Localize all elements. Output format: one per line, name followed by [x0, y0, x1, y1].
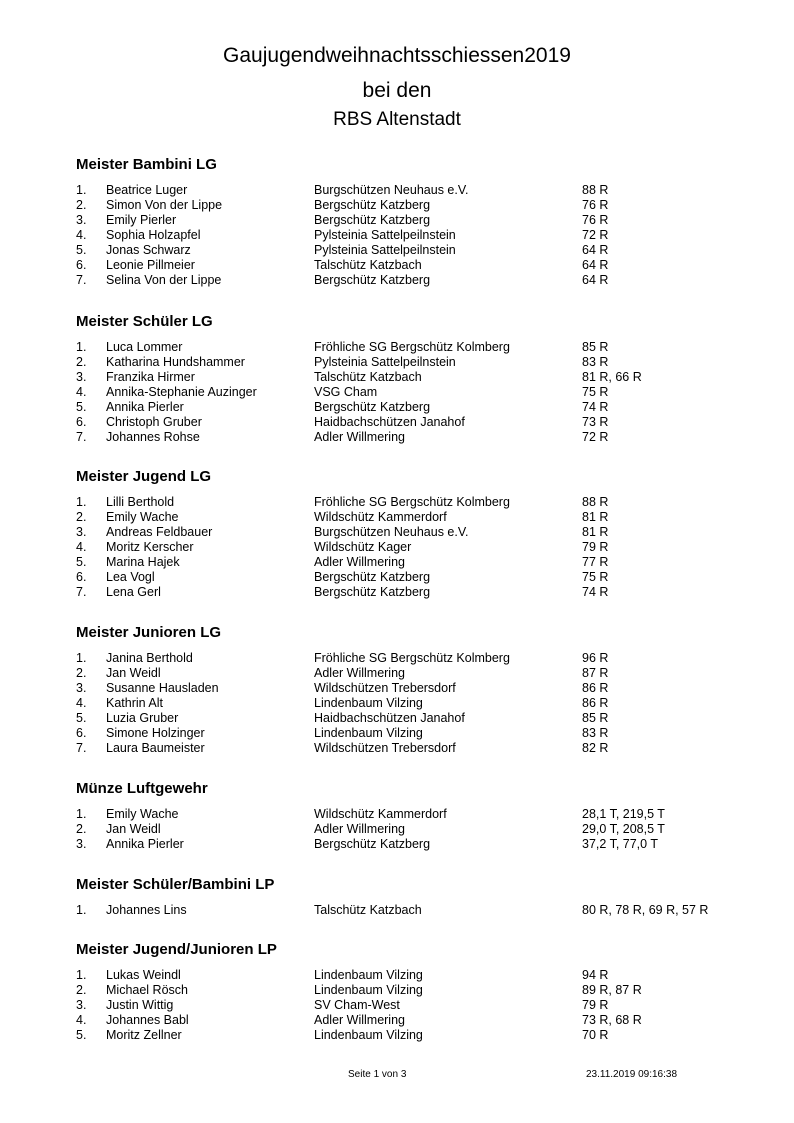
- print-timestamp: 23.11.2019 09:16:38: [586, 1069, 678, 1080]
- rank-cell: 3.: [76, 213, 87, 227]
- score-cell: 83 R: [582, 726, 609, 740]
- club-cell: Bergschütz Katzberg: [314, 400, 431, 414]
- result-row: [0, 340, 794, 355]
- name-cell: Susanne Hausladen: [106, 681, 219, 695]
- result-row: [0, 837, 794, 852]
- rank-cell: 4.: [76, 1013, 87, 1027]
- name-cell: Katharina Hundshammer: [106, 355, 245, 369]
- club-cell: Fröhliche SG Bergschütz Kolmberg: [314, 651, 510, 665]
- rank-cell: 4.: [76, 696, 87, 710]
- section-heading: Münze Luftgewehr: [76, 780, 208, 797]
- rank-cell: 7.: [76, 585, 87, 599]
- rank-cell: 5.: [76, 1028, 87, 1042]
- name-cell: Emily Pierler: [106, 213, 177, 227]
- name-cell: Johannes Rohse: [106, 430, 200, 444]
- name-cell: Luzia Gruber: [106, 711, 179, 725]
- score-cell: 64 R: [582, 273, 609, 287]
- score-cell: 80 R, 78 R, 69 R, 57 R: [582, 903, 709, 917]
- rank-cell: 1.: [76, 495, 87, 509]
- rank-cell: 6.: [76, 415, 87, 429]
- page-number: Seite 1 von 3: [348, 1069, 407, 1080]
- name-cell: Annika-Stephanie Auzinger: [106, 385, 257, 399]
- rank-cell: 1.: [76, 651, 87, 665]
- club-cell: Bergschütz Katzberg: [314, 837, 431, 851]
- club-cell: Wildschützen Trebersdorf: [314, 741, 456, 755]
- rank-cell: 1.: [76, 968, 87, 982]
- rank-cell: 1.: [76, 183, 87, 197]
- score-cell: 64 R: [582, 243, 609, 257]
- result-row: [0, 415, 794, 430]
- result-row: [0, 998, 794, 1013]
- club-cell: Adler Willmering: [314, 555, 405, 569]
- club-cell: Lindenbaum Vilzing: [314, 983, 423, 997]
- document-title: Gaujugendweihnachtsschiessen2019: [223, 44, 571, 67]
- result-rows: [0, 807, 794, 852]
- name-cell: Moritz Zellner: [106, 1028, 182, 1042]
- result-row: [0, 1028, 794, 1043]
- result-row: [0, 983, 794, 998]
- club-cell: Haidbachschützen Janahof: [314, 415, 465, 429]
- club-cell: Bergschütz Katzberg: [314, 570, 431, 584]
- rank-cell: 3.: [76, 837, 87, 851]
- score-cell: 28,1 T, 219,5 T: [582, 807, 665, 821]
- rank-cell: 4.: [76, 385, 87, 399]
- club-cell: Bergschütz Katzberg: [314, 585, 431, 599]
- result-row: [0, 258, 794, 273]
- score-cell: 86 R: [582, 696, 609, 710]
- rank-cell: 5.: [76, 243, 87, 257]
- rank-cell: 2.: [76, 510, 87, 524]
- name-cell: Lena Gerl: [106, 585, 161, 599]
- rank-cell: 1.: [76, 903, 87, 917]
- name-cell: Selina Von der Lippe: [106, 273, 222, 287]
- result-row: [0, 540, 794, 555]
- score-cell: 96 R: [582, 651, 609, 665]
- result-row: [0, 570, 794, 585]
- rank-cell: 3.: [76, 370, 87, 384]
- name-cell: Jan Weidl: [106, 666, 161, 680]
- rank-cell: 5.: [76, 555, 87, 569]
- club-cell: Pylsteinia Sattelpeilnstein: [314, 355, 456, 369]
- club-cell: Lindenbaum Vilzing: [314, 968, 423, 982]
- name-cell: Janina Berthold: [106, 651, 193, 665]
- section-heading: Meister Schüler LG: [76, 313, 213, 330]
- score-cell: 29,0 T, 208,5 T: [582, 822, 665, 836]
- score-cell: 86 R: [582, 681, 609, 695]
- result-row: [0, 726, 794, 741]
- result-row: [0, 741, 794, 756]
- club-cell: SV Cham-West: [314, 998, 400, 1012]
- score-cell: 89 R, 87 R: [582, 983, 642, 997]
- club-cell: Wildschütz Kammerdorf: [314, 807, 447, 821]
- rank-cell: 2.: [76, 983, 87, 997]
- club-cell: Lindenbaum Vilzing: [314, 726, 423, 740]
- document-subtitle: bei den: [362, 79, 432, 102]
- result-row: [0, 651, 794, 666]
- score-cell: 81 R: [582, 525, 609, 539]
- score-cell: 75 R: [582, 385, 609, 399]
- club-cell: Lindenbaum Vilzing: [314, 696, 423, 710]
- result-row: [0, 198, 794, 213]
- club-cell: Wildschütz Kager: [314, 540, 412, 554]
- rank-cell: 2.: [76, 198, 87, 212]
- name-cell: Luca Lommer: [106, 340, 183, 354]
- score-cell: 73 R, 68 R: [582, 1013, 642, 1027]
- result-row: [0, 495, 794, 510]
- name-cell: Laura Baumeister: [106, 741, 205, 755]
- rank-cell: 4.: [76, 228, 87, 242]
- score-cell: 79 R: [582, 540, 609, 554]
- rank-cell: 5.: [76, 711, 87, 725]
- result-row: [0, 370, 794, 385]
- score-cell: 83 R: [582, 355, 609, 369]
- club-cell: Talschütz Katzbach: [314, 903, 422, 917]
- score-cell: 72 R: [582, 430, 609, 444]
- section-heading: Meister Junioren LG: [76, 624, 222, 641]
- rank-cell: 2.: [76, 822, 87, 836]
- rank-cell: 4.: [76, 540, 87, 554]
- club-cell: Adler Willmering: [314, 666, 405, 680]
- club-cell: Burgschützen Neuhaus e.V.: [314, 525, 469, 539]
- score-cell: 81 R: [582, 510, 609, 524]
- result-rows: [0, 340, 794, 445]
- name-cell: Johannes Babl: [106, 1013, 189, 1027]
- result-row: [0, 243, 794, 258]
- rank-cell: 3.: [76, 998, 87, 1012]
- score-cell: 77 R: [582, 555, 609, 569]
- score-cell: 82 R: [582, 741, 609, 755]
- name-cell: Andreas Feldbauer: [106, 525, 213, 539]
- rank-cell: 3.: [76, 525, 87, 539]
- score-cell: 75 R: [582, 570, 609, 584]
- name-cell: Simone Holzinger: [106, 726, 205, 740]
- rank-cell: 6.: [76, 258, 87, 272]
- name-cell: Kathrin Alt: [106, 696, 163, 710]
- club-cell: Fröhliche SG Bergschütz Kolmberg: [314, 340, 510, 354]
- score-cell: 85 R: [582, 711, 609, 725]
- score-cell: 74 R: [582, 400, 609, 414]
- name-cell: Sophia Holzapfel: [106, 228, 201, 242]
- club-cell: Bergschütz Katzberg: [314, 213, 431, 227]
- score-cell: 76 R: [582, 198, 609, 212]
- result-row: [0, 681, 794, 696]
- score-cell: 64 R: [582, 258, 609, 272]
- score-cell: 94 R: [582, 968, 609, 982]
- club-cell: Bergschütz Katzberg: [314, 198, 431, 212]
- section-heading: Meister Schüler/Bambini LP: [76, 876, 275, 893]
- result-rows: [0, 495, 794, 600]
- result-row: [0, 400, 794, 415]
- score-cell: 72 R: [582, 228, 609, 242]
- name-cell: Emily Wache: [106, 807, 179, 821]
- name-cell: Lukas Weindl: [106, 968, 181, 982]
- club-cell: Bergschütz Katzberg: [314, 273, 431, 287]
- rank-cell: 6.: [76, 570, 87, 584]
- result-row: [0, 1013, 794, 1028]
- score-cell: 37,2 T, 77,0 T: [582, 837, 658, 851]
- result-rows: [0, 183, 794, 288]
- result-rows: [0, 968, 794, 1043]
- score-cell: 74 R: [582, 585, 609, 599]
- score-cell: 87 R: [582, 666, 609, 680]
- result-row: [0, 273, 794, 288]
- score-cell: 76 R: [582, 213, 609, 227]
- result-row: [0, 822, 794, 837]
- score-cell: 70 R: [582, 1028, 609, 1042]
- name-cell: Lea Vogl: [106, 570, 155, 584]
- rank-cell: 6.: [76, 726, 87, 740]
- rank-cell: 5.: [76, 400, 87, 414]
- score-cell: 85 R: [582, 340, 609, 354]
- rank-cell: 7.: [76, 273, 87, 287]
- rank-cell: 7.: [76, 741, 87, 755]
- rank-cell: 2.: [76, 666, 87, 680]
- club-cell: Talschütz Katzbach: [314, 370, 422, 384]
- name-cell: Annika Pierler: [106, 400, 184, 414]
- name-cell: Christoph Gruber: [106, 415, 202, 429]
- section-heading: Meister Jugend/Junioren LP: [76, 941, 277, 958]
- result-row: [0, 585, 794, 600]
- club-cell: Wildschützen Trebersdorf: [314, 681, 456, 695]
- result-row: [0, 385, 794, 400]
- club-cell: Adler Willmering: [314, 430, 405, 444]
- document-venue: RBS Altenstadt: [333, 109, 461, 130]
- rank-cell: 7.: [76, 430, 87, 444]
- result-row: [0, 525, 794, 540]
- result-row: [0, 555, 794, 570]
- name-cell: Franzika Hirmer: [106, 370, 195, 384]
- result-row: [0, 228, 794, 243]
- section-heading: Meister Bambini LG: [76, 156, 217, 173]
- club-cell: Adler Willmering: [314, 822, 405, 836]
- result-row: [0, 711, 794, 726]
- club-cell: Wildschütz Kammerdorf: [314, 510, 447, 524]
- name-cell: Jan Weidl: [106, 822, 161, 836]
- name-cell: Marina Hajek: [106, 555, 180, 569]
- name-cell: Simon Von der Lippe: [106, 198, 223, 212]
- result-row: [0, 213, 794, 228]
- result-rows: [0, 651, 794, 756]
- name-cell: Moritz Kerscher: [106, 540, 194, 554]
- rank-cell: 3.: [76, 681, 87, 695]
- result-row: [0, 968, 794, 983]
- result-row: [0, 903, 794, 918]
- name-cell: Michael Rösch: [106, 983, 188, 997]
- rank-cell: 1.: [76, 807, 87, 821]
- score-cell: 81 R, 66 R: [582, 370, 642, 384]
- name-cell: Jonas Schwarz: [106, 243, 191, 257]
- score-cell: 73 R: [582, 415, 609, 429]
- score-cell: 79 R: [582, 998, 609, 1012]
- result-row: [0, 696, 794, 711]
- club-cell: Pylsteinia Sattelpeilnstein: [314, 228, 456, 242]
- club-cell: Burgschützen Neuhaus e.V.: [314, 183, 469, 197]
- club-cell: Adler Willmering: [314, 1013, 405, 1027]
- name-cell: Justin Wittig: [106, 998, 174, 1012]
- name-cell: Beatrice Luger: [106, 183, 188, 197]
- club-cell: Pylsteinia Sattelpeilnstein: [314, 243, 456, 257]
- name-cell: Johannes Lins: [106, 903, 187, 917]
- result-row: [0, 355, 794, 370]
- score-cell: 88 R: [582, 495, 609, 509]
- club-cell: Talschütz Katzbach: [314, 258, 422, 272]
- result-row: [0, 666, 794, 681]
- result-row: [0, 183, 794, 198]
- club-cell: Lindenbaum Vilzing: [314, 1028, 423, 1042]
- name-cell: Emily Wache: [106, 510, 179, 524]
- result-row: [0, 807, 794, 822]
- club-cell: VSG Cham: [314, 385, 378, 399]
- name-cell: Lilli Berthold: [106, 495, 175, 509]
- name-cell: Annika Pierler: [106, 837, 184, 851]
- result-rows: [0, 903, 794, 918]
- name-cell: Leonie Pillmeier: [106, 258, 195, 272]
- score-cell: 88 R: [582, 183, 609, 197]
- rank-cell: 1.: [76, 340, 87, 354]
- rank-cell: 2.: [76, 355, 87, 369]
- club-cell: Haidbachschützen Janahof: [314, 711, 465, 725]
- section-heading: Meister Jugend LG: [76, 468, 212, 485]
- club-cell: Fröhliche SG Bergschütz Kolmberg: [314, 495, 510, 509]
- result-row: [0, 510, 794, 525]
- result-row: [0, 430, 794, 445]
